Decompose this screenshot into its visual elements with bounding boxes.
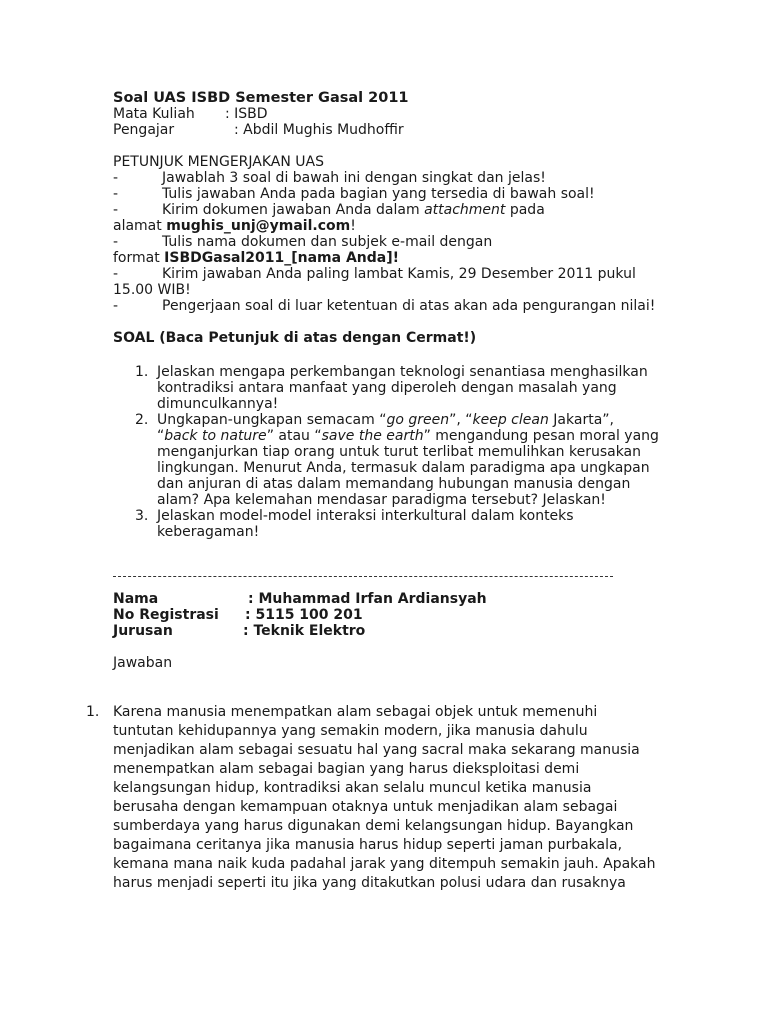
nama-label: Nama: [113, 591, 159, 607]
answer-1-line-6: berusaha dengan kemampuan otaknya untuk menjadikan alam sebagai: [113, 799, 618, 815]
format-word: format: [113, 250, 160, 266]
pengajar-value: : Abdil Mughis Mudhoffir: [234, 122, 404, 138]
answer-1-line-8: bagaimana ceritanya jika manusia harus hidup seperti jaman purbakala,: [113, 837, 623, 853]
question-3-number: 3.: [135, 508, 149, 524]
jawaban-heading: Jawaban: [113, 655, 173, 671]
bullet-dash: -: [113, 202, 119, 218]
noreg-value: : 5115 100 201: [245, 607, 363, 623]
text-span: ”, “: [449, 412, 473, 428]
question-2-line-5: dan anjuran di atas dalam memandang hubungan manusia dengan: [157, 476, 631, 492]
petunjuk-item-6: Pengerjaan soal di luar ketentuan di atas akan ada pengurangan nilai!: [162, 298, 656, 314]
text-span: Jakarta”,: [548, 412, 614, 428]
question-2-line-1: [157, 412, 614, 428]
answer-1-line-2: tuntutan kehidupannya yang semakin modern, jika manusia dahulu: [113, 723, 588, 739]
answer-1-line-1: Karena manusia menempatkan alam sebagai objek untuk memenuhi: [113, 704, 598, 720]
mata-kuliah-label: Mata Kuliah: [113, 106, 195, 122]
soal-heading: SOAL (Baca Petunjuk di atas dengan Cermat!): [113, 330, 477, 346]
alamat-word: alamat: [113, 218, 162, 234]
answer-1-line-7: sumberdaya yang harus digunakan demi kelangsungan hidup. Bayangkan: [113, 818, 634, 834]
question-1-line-3: dimunculkannya!: [157, 396, 279, 412]
answer-1-line-5: kelangsungan hidup, kontradiksi akan selalu muncul ketika manusia: [113, 780, 592, 796]
question-2-line-3: menganjurkan tiap orang untuk turut terlibat memulihkan kerusakan: [157, 444, 642, 460]
question-1-number: 1.: [135, 364, 149, 380]
answer-1-line-3: menjadikan alam sebagai sesuatu hal yang sacral maka sekarang manusia: [113, 742, 640, 758]
email-exclaim: !: [350, 218, 356, 234]
bullet-dash: -: [113, 186, 119, 202]
petunjuk-item-1: Jawablah 3 soal di bawah ini dengan singkat dan jelas!: [162, 170, 546, 186]
italic-phrase: save the earth: [321, 428, 424, 444]
question-3-line-1: Jelaskan model-model interaksi interkultural dalam konteks: [157, 508, 574, 524]
answer-1-line-10: harus menjadi seperti itu jika yang ditakutkan polusi udara dan rusaknya: [113, 875, 626, 891]
petunjuk-item-4: Tulis nama dokumen dan subjek e-mail dengan: [162, 234, 493, 250]
question-2-line-4: lingkungan. Menurut Anda, termasuk dalam paradigma apa ungkapan: [157, 460, 650, 476]
question-3-line-2: keberagaman!: [157, 524, 260, 540]
text-span: “: [157, 428, 165, 444]
attachment-word: attachment: [424, 202, 506, 218]
mata-kuliah-value: : ISBD: [225, 106, 268, 122]
pengajar-label: Pengajar: [113, 122, 175, 138]
jurusan-label: Jurusan: [113, 623, 173, 639]
italic-phrase: back to nature: [164, 428, 267, 444]
question-2-number: 2.: [135, 412, 149, 428]
jurusan-value: : Teknik Elektro: [243, 623, 366, 639]
format-value: ISBDGasal2011_[nama Anda]!: [164, 250, 400, 266]
text-span: ” mengandung pesan moral yang: [423, 428, 659, 444]
answer-1-number: 1.: [86, 704, 100, 720]
petunjuk-item-3: [162, 202, 545, 218]
bullet-dash: -: [113, 234, 119, 250]
question-2-line-2: [157, 428, 659, 444]
petunjuk-heading: PETUNJUK MENGERJAKAN UAS: [113, 154, 324, 170]
document-title: Soal UAS ISBD Semester Gasal 2011: [113, 90, 409, 106]
petunjuk-item-5-cont: 15.00 WIB!: [113, 282, 191, 298]
email-address: mughis_unj@ymail.com: [166, 218, 351, 234]
petunjuk-item-3-text: Kirim dokumen jawaban Anda dalam: [162, 202, 420, 218]
dashed-divider: [113, 576, 613, 577]
italic-phrase: go green: [386, 412, 450, 428]
text-span: ” atau “: [266, 428, 322, 444]
question-1-line-1: Jelaskan mengapa perkembangan teknologi senantiasa menghasilkan: [157, 364, 648, 380]
text-span: Ungkapan-ungkapan semacam “: [157, 412, 387, 428]
answer-1-line-4: menempatkan alam sebagai bagian yang harus dieksploitasi demi: [113, 761, 580, 777]
bullet-dash: -: [113, 170, 119, 186]
answer-1-line-9: kemana mana naik kuda padahal jarak yang ditempuh semakin jauh. Apakah: [113, 856, 656, 872]
alamat-line: [113, 218, 356, 234]
italic-phrase: keep clean: [472, 412, 549, 428]
bullet-dash: -: [113, 298, 119, 314]
noreg-label: No Registrasi: [113, 607, 219, 623]
bullet-dash: -: [113, 266, 119, 282]
format-line: [113, 250, 399, 266]
question-2-line-6: alam? Apa kelemahan mendasar paradigma tersebut? Jelaskan!: [157, 492, 606, 508]
question-1-line-2: kontradiksi antara manfaat yang diperoleh dengan masalah yang: [157, 380, 617, 396]
pada-word: pada: [509, 202, 545, 218]
nama-value: : Muhammad Irfan Ardiansyah: [248, 591, 487, 607]
petunjuk-item-5: Kirim jawaban Anda paling lambat Kamis, 29 Desember 2011 pukul: [162, 266, 636, 282]
petunjuk-item-2: Tulis jawaban Anda pada bagian yang tersedia di bawah soal!: [162, 186, 595, 202]
